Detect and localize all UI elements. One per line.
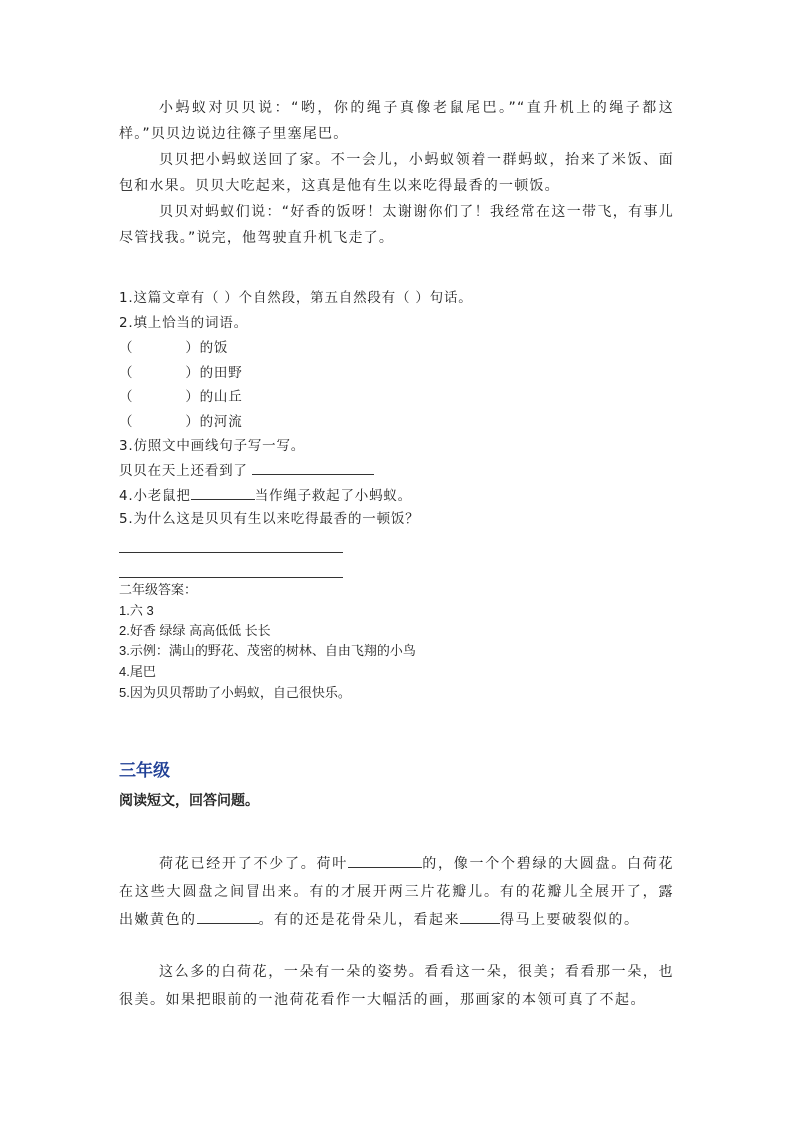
fill-label: ）的山丘	[185, 389, 243, 405]
prompt-text: 当作绳子救起了小蚂蚁。	[254, 488, 412, 504]
story-paragraph-1: 小蚂蚁对贝贝说：“哟，你的绳子真像老鼠尾巴。”“直升机上的绳子都这样。”贝贝边说边往篠子里塞尾巴。	[119, 100, 674, 142]
fill-label: ）的河流	[185, 414, 243, 430]
fill-label: ）的饭	[185, 340, 229, 356]
passage-text: 得马上要破裂似的。	[500, 912, 640, 928]
question-3: 3.仿照文中画线句子写一写。	[119, 438, 306, 454]
answer-item: 2.好香 绿绿 高高低低 长长	[119, 623, 271, 638]
passage-paragraph-2: 这么多的白荷花，一朵有一朵的姿势。看看这一朵，很美；看看那一朵，也很美。如果把眼前的一池荷花看作一大幅活的画，那画家的本领可真了不起。	[119, 964, 674, 1008]
fill-item-4	[119, 413, 243, 431]
prompt-text: 4.小老鼠把	[119, 488, 191, 504]
question-5: 5.为什么这是贝贝有生以来吃得最香的一顿饭？	[119, 511, 420, 527]
question-3-prompt	[119, 461, 374, 480]
passage-paragraph-1	[119, 850, 674, 934]
fill-item-1	[119, 339, 228, 357]
passage-text: 荷花已经开了不少了。荷叶	[159, 856, 348, 872]
passage-text: 。有的还是花骨朵儿，看起来	[258, 912, 460, 928]
section-title: 三年级	[119, 761, 170, 781]
answer-blank[interactable]	[191, 486, 255, 500]
passage-text: 的，像一个个碧绿的大圆盘。白荷花在这些大圆盘之间冒出来。有的才展开两三片花瓣儿。有的花瓣儿全展开了，露出嫩黄色的	[119, 856, 674, 928]
answer-line[interactable]	[119, 577, 343, 578]
fill-open-paren: （	[119, 414, 134, 430]
question-2: 2.填上恰当的词语。	[119, 315, 248, 331]
answer-item: 5.因为贝贝帮助了小蚂蚁，自己很快乐。	[119, 685, 351, 700]
story-paragraph-3: 贝贝对蚂蚁们说：“好香的饭呀！太谢谢你们了！我经常在这一带飞，有事儿尽管找我。”说完，他驾驶直升机飞走了。	[119, 204, 674, 246]
story-paragraph-2: 贝贝把小蚂蚁送回了家。不一会儿，小蚂蚁领着一群蚂蚁，抬来了米饭、面包和水果。贝贝大吃起来，这真是他有生以来吃得最香的一顿饭。	[119, 152, 674, 194]
fill-open-paren: （	[119, 365, 134, 381]
fill-item-3	[119, 388, 243, 406]
fill-open-paren: （	[119, 389, 134, 405]
answer-blank[interactable]	[348, 854, 422, 868]
prompt-text: 贝贝在天上还看到了	[119, 463, 248, 479]
answer-line[interactable]	[119, 552, 343, 553]
answer-item: 3.示例：满山的野花、茂密的树林、自由飞翔的小鸟	[119, 643, 416, 658]
answers-heading: 二年级答案：	[119, 582, 198, 597]
question-1: 1.这篇文章有（ ）个自然段，第五自然段有（ ）句话。	[119, 290, 473, 306]
fill-open-paren: （	[119, 340, 134, 356]
answer-blank[interactable]	[460, 910, 500, 924]
question-4	[119, 486, 412, 505]
answer-blank[interactable]	[252, 461, 374, 475]
fill-label: ）的田野	[185, 365, 243, 381]
answer-item: 4.尾巴	[119, 664, 156, 679]
section-instruction: 阅读短文，回答问题。	[119, 793, 259, 809]
fill-item-2	[119, 364, 243, 382]
answer-blank[interactable]	[197, 910, 259, 924]
answer-item: 1.六 3	[119, 603, 154, 618]
